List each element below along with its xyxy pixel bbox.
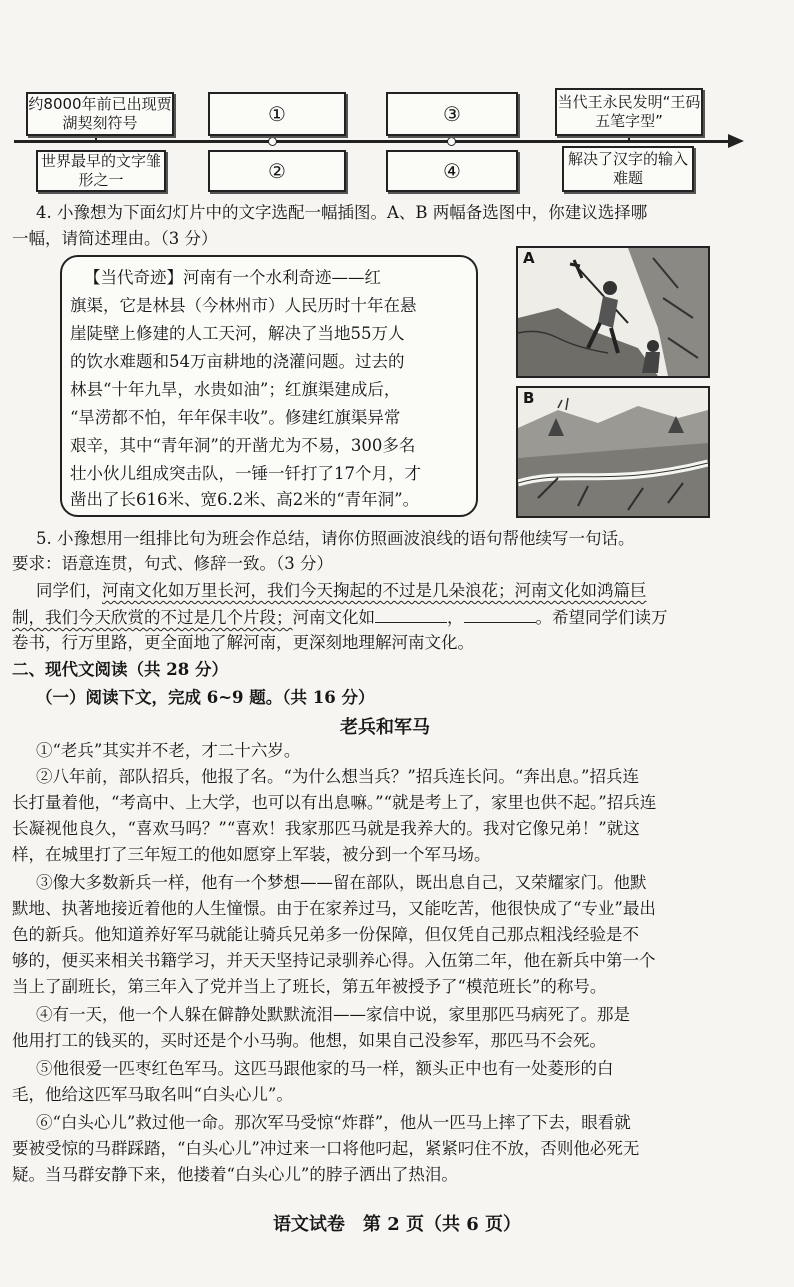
article-line: 样，在城里打了三年短工的他如愿穿上军装，被分到一个军马场。 — [12, 845, 491, 864]
timeline-box-bottom-4: 解决了汉字的输入难题 — [562, 146, 694, 192]
section-2-heading: 二、现代文阅读（共 28 分） — [12, 660, 228, 679]
timeline-box-top-2: ① — [208, 92, 346, 136]
q5-wavy-sentence-end: 制，我们今天欣赏的不过是几个片段； — [12, 608, 293, 627]
timeline-box-top-1: 约8000年前已出现贾湖契刻符号 — [26, 92, 174, 136]
slide-text-line: 的饮水难题和54万亩耕地的浇灌问题。过去的 — [70, 352, 405, 371]
article-line: 长打量着他，“考高中、上大学，也可以有出息嘛。”“就是考上了，家里也供不起。”招兵连 — [12, 793, 657, 812]
timeline-box-bottom-1: 世界最早的文字雏形之一 — [36, 150, 166, 192]
slide-text-line: 凿出了长616米、宽6.2米、高2米的“青年洞”。 — [70, 490, 420, 509]
article-line: ②八年前，部队招兵，他报了名。“为什么想当兵？”招兵连长问。“奔出息。”招兵连 — [36, 767, 639, 786]
timeline-box-top-3: ③ — [386, 92, 518, 136]
article-line: 色的新兵。他知道养好军马就能让骑兵兄弟多一份保障，但仅凭自己那点粗浅经验是不 — [12, 925, 639, 944]
question-5-line-2: 要求：语意连贯，句式、修辞一致。（3 分） — [12, 554, 333, 573]
slide-text-line: 艰辛，其中“青年洞”的开凿尤为不易，300多名 — [70, 436, 416, 455]
q5-text: 。希望同学们读万 — [535, 608, 668, 627]
slide-text-line: 旗渠，它是林县（今林州市）人民历时十年在悬 — [70, 296, 417, 315]
question-4-line-1: 4. 小豫想为下面幻灯片中的文字选配一幅插图。A、B 两幅备选图中，你建议选择哪 — [36, 203, 648, 222]
article-line: 够的，便买来相关书籍学习，并天天坚持记录驯养心得。入伍第二年，他在新兵中第一个 — [12, 951, 656, 970]
article-title: 老兵和军马 — [340, 717, 430, 738]
slide-text-line: 林县“十年九旱，水贵如油”；红旗渠建成后， — [70, 380, 401, 399]
illustration-b-label: B — [523, 389, 535, 407]
timeline-box-bottom-3: ④ — [386, 150, 518, 192]
article-line: 当上了副班长，第三年入了党并当上了班长，第五年被授予了“模范班长”的称号。 — [12, 977, 607, 996]
canal-landscape-illustration-icon — [518, 388, 708, 516]
illustration-b — [516, 386, 710, 518]
q5-wavy-sentence: 河南文化如万里长河，我们今天掬起的不过是几朵浪花； — [102, 581, 515, 600]
article-line: 疑。当马群安静下来，他搂着“白头心儿”的脖子洒出了热泪。 — [12, 1165, 458, 1184]
article-line: ③像大多数新兵一样，他有一个梦想——留在部队，既出息自己，又荣耀家门。他默 — [36, 873, 647, 892]
slide-text-card — [60, 255, 478, 517]
timeline-node-icon — [447, 137, 456, 146]
answer-blank-2[interactable] — [464, 606, 536, 623]
slide-text-line: “旱涝都不怕，年年保丰收”。修建红旗渠异常 — [70, 408, 401, 427]
timeline-axis — [14, 140, 732, 143]
article-line: ①“老兵”其实并不老，才二十六岁。 — [36, 741, 301, 760]
article-line: ⑥“白头心儿”救过他一命。那次军马受惊“炸群”，他从一匹马上摔了下去，眼看就 — [36, 1113, 631, 1132]
timeline-node-icon — [268, 137, 277, 146]
slide-text-line: 【当代奇迹】河南有一个水利奇迹——红 — [84, 268, 381, 287]
timeline-box-bottom-2: ② — [208, 150, 346, 192]
question-4-line-2: 一幅，请简述理由。（3 分） — [12, 229, 218, 248]
article-line: 要被受惊的马群踩踏，“白头心儿”冲过来一口将他叼起，紧紧叼住不放，否则他必死无 — [12, 1139, 640, 1158]
article-line: ④有一天，他一个人躲在僻静处默默流泪——家信中说，家里那匹马病死了。那是 — [36, 1005, 630, 1024]
q5-text: 同学们， — [36, 581, 102, 600]
question-5-line-4: 制，我们今天欣赏的不过是几个片段；河南文化如 ， 。希望同学们读万 — [12, 608, 668, 627]
article-line: 长凝视他良久，“喜欢马吗？”“喜欢！我家那匹马就是我养大的。我对它像兄弟！”就这 — [12, 819, 640, 838]
q5-wavy-sentence-start: 河南文化如鸿篇巨 — [514, 581, 647, 600]
illustration-a — [516, 246, 710, 378]
article-line: ⑤他很爱一匹枣红色军马。这匹马跟他家的马一样，额头正中也有一处菱形的白 — [36, 1059, 614, 1078]
question-5-line-3 — [36, 580, 647, 602]
cliff-worker-illustration-icon — [518, 248, 708, 376]
article-line: 毛，他给这匹军马取名叫“白头心儿”。 — [12, 1085, 293, 1104]
page-footer: 语文试卷 第 2 页（共 6 页） — [272, 1214, 522, 1235]
timeline-arrow-icon — [728, 134, 744, 148]
timeline-box-top-4: 当代王永民发明“王码五笔字型” — [555, 88, 703, 136]
question-5-line-5: 卷书，行万里路，更全面地了解河南，更深刻地理解河南文化。 — [12, 633, 474, 652]
slide-text-line: 壮小伙儿组成突击队，一锤一钎打了17个月，才 — [70, 464, 421, 483]
q5-text: 河南文化如 — [292, 608, 375, 627]
section-2-subheading: （一）阅读下文，完成 6~9 题。（共 16 分） — [36, 688, 375, 707]
article-line: 他用打工的钱买的，买时还是个小马驹。他想，如果自己没参军，那匹马不会死。 — [12, 1031, 606, 1050]
question-5-line-1: 5. 小豫想用一组排比句为班会作总结，请你仿照画波浪线的语句帮他续写一句话。 — [36, 529, 635, 548]
illustration-a-label: A — [523, 249, 535, 267]
answer-blank-1[interactable] — [375, 606, 447, 623]
slide-text-line: 崖陡壁上修建的人工天河，解决了当地55万人 — [70, 324, 405, 343]
article-line: 默地、执著地接近着他的人生憧憬。由于在家养过马，又能吃苦，他很快成了“专业”最出 — [12, 899, 656, 918]
